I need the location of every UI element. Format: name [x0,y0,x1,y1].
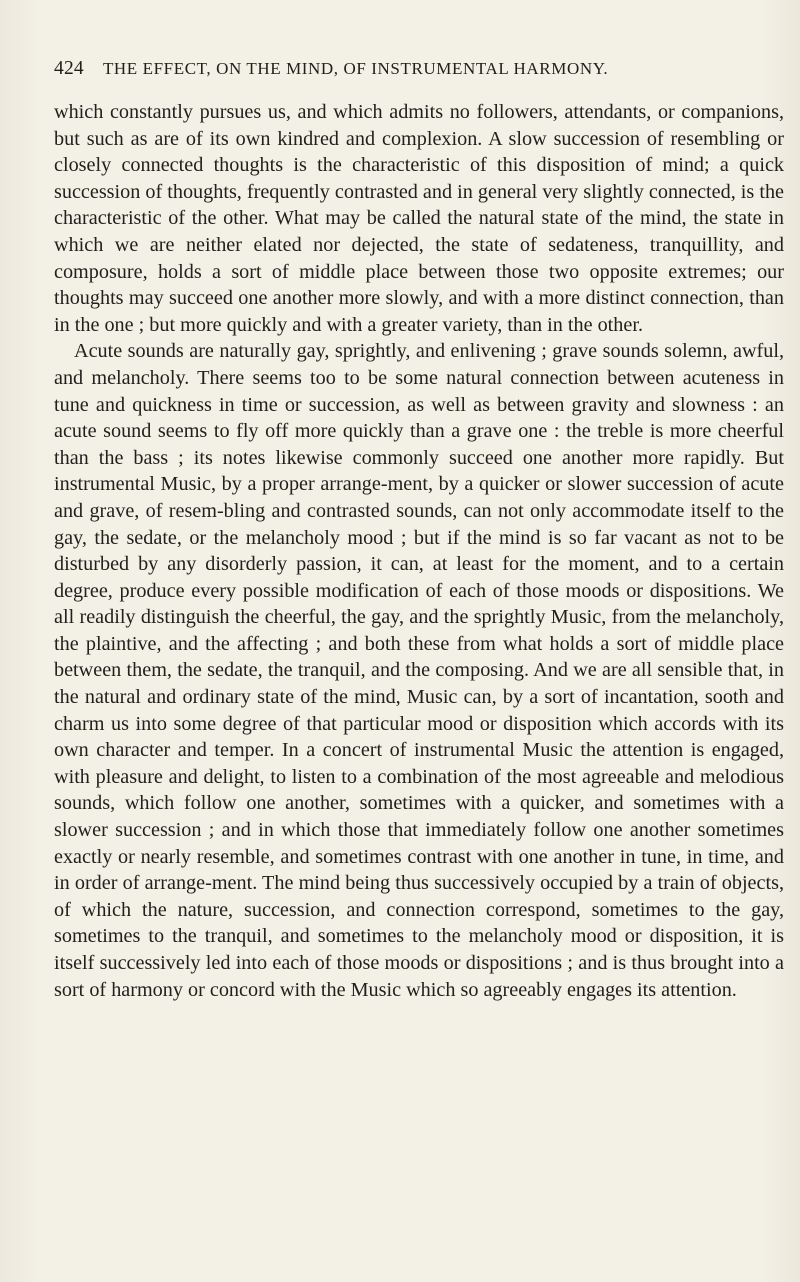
running-title: THE EFFECT, ON THE MIND, OF INSTRUMENTAL HARMONY. [102,59,609,78]
paragraph-continued: which constantly pursues us, and which admits no followers, attendants, or companions, but such as are of its own kindred and complexion. A slow succession of resembling or closely connected thoughts is the characteristic of this disposition of mind; a quick succession of thoughts, frequently contrasted and in general very slightly connected, is the characteristic of the other. What may be called the natural state of the mind, the state in which we are neither elated nor dejected, the state of sedateness, tranquillity, and composure, holds a sort of middle place between those two opposite extremes; our thoughts may succeed one another more slowly, and with a more distinct connection, than in the one ; but more quickly and with a greater variety, than in the other. [54,101,784,336]
paragraph-acute-sounds: Acute sounds are naturally gay, sprightly, and enlivening ; grave sounds solemn, awful, and melancholy. There seems too to be some natural connection between acuteness in tune and quickness in time or succession, as well as between gravity and slowness : an acute sound seems to fly off more quickly than a grave one : the treble is more cheerful than the bass ; its notes likewise commonly succeed one another more rapidly. But instrumental Music, by a proper arrange-ment, by a quicker or slower succession of acute and grave, of resem-bling and contrasted sounds, can not only accommodate itself to the gay, the sedate, or the melancholy mood ; but if the mind is so far vacant as not to be disturbed by any disorderly passion, it can, at least for the moment, and to a certain degree, produce every possible modification of each of those moods or dispositions. We all readily distinguish the cheerful, the gay, and the sprightly Music, from the melancholy, the plaintive, and the affecting ; and both these from what holds a sort of middle place between them, the sedate, the tranquil, and the composing. And we are all sensible that, in the natural and ordinary state of the mind, Music can, by a sort of incantation, sooth and charm us into some degree of that particular mood or disposition which accords with its own character and temper. In a concert of instrumental Music the attention is engaged, with pleasure and delight, to listen to a combination of the most agreeable and melodious sounds, which follow one another, sometimes with a quicker, and sometimes with a slower succession ; and in which those that immediately follow one another sometimes exactly or nearly resemble, and sometimes contrast with one another in tune, in time, and in order of arrange-ment. The mind being thus successively occupied by a train of objects, of which the nature, succession, and connection correspond, sometimes to the gay, sometimes to the tranquil, and sometimes to the melancholy mood or disposition, it is itself successively led into each of those moods or dispositions ; and is thus brought into a sort of harmony or concord with the Music which so agreeably engages its attention. [54,340,784,1001]
page-number: 424 [54,58,84,79]
body-text [54,99,784,1003]
running-head [54,58,800,80]
